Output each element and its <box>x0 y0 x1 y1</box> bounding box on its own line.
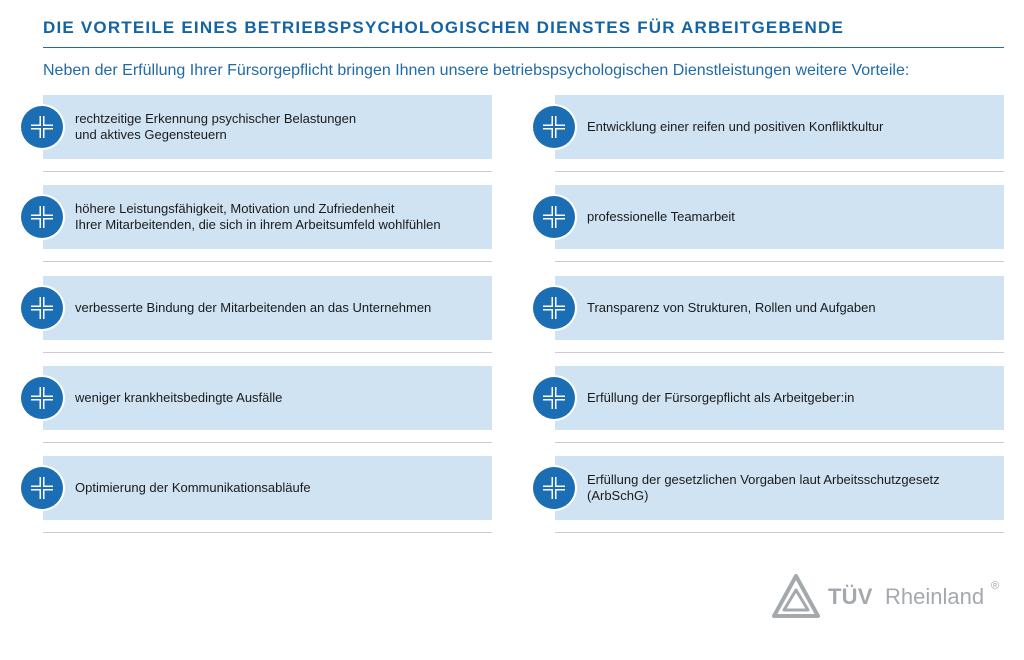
benefit-card-right-4 <box>555 366 1004 430</box>
plus-circle-icon <box>533 377 575 419</box>
tuv-rheinland-logo <box>772 574 1012 620</box>
card-divider <box>43 532 492 533</box>
benefit-line: Transparenz von Strukturen, Rollen und Aufgaben <box>587 300 876 315</box>
benefit-card-right-1 <box>555 95 1004 159</box>
benefit-card-right-2 <box>555 185 1004 249</box>
benefit-card-left-3 <box>43 276 492 340</box>
benefit-text <box>75 276 485 340</box>
benefit-line: verbesserte Bindung der Mitarbeitenden an das Unternehmen <box>75 300 432 315</box>
benefit-card-right-3 <box>555 276 1004 340</box>
benefit-text <box>587 456 997 520</box>
benefit-card-left-2 <box>43 185 492 249</box>
plus-circle-icon <box>21 196 63 238</box>
benefit-line: Optimierung der Kommunikationsabläufe <box>75 480 311 495</box>
card-divider <box>43 352 492 353</box>
benefit-text <box>587 276 997 340</box>
benefit-text <box>75 185 485 249</box>
plus-circle-icon <box>21 377 63 419</box>
page-title: DIE VORTEILE EINES BETRIEBSPSYCHOLOGISCHEN DIENSTES FÜR ARBEITGEBENDE <box>43 18 844 37</box>
logo-brand-bold: TÜV <box>828 584 873 609</box>
benefit-text <box>587 95 997 159</box>
benefit-card-right-5 <box>555 456 1004 520</box>
card-divider <box>555 171 1004 172</box>
plus-circle-icon <box>21 287 63 329</box>
plus-circle-icon <box>21 106 63 148</box>
logo-registered-mark: ® <box>991 580 1000 592</box>
benefit-line: und aktives Gegensteuern <box>75 127 227 142</box>
benefit-text <box>75 456 485 520</box>
benefit-line: höhere Leistungsfähigkeit, Motivation und Zufriedenheit <box>75 201 395 216</box>
benefit-line: professionelle Teamarbeit <box>587 209 735 224</box>
card-divider <box>555 352 1004 353</box>
logo-brand-regular: Rheinland <box>885 584 985 609</box>
benefit-card-left-1 <box>43 95 492 159</box>
benefit-text <box>587 366 997 430</box>
card-divider <box>555 442 1004 443</box>
benefit-line: Erfüllung der gesetzlichen Vorgaben laut Arbeitsschutzgesetz <box>587 472 940 487</box>
card-divider <box>555 532 1004 533</box>
intro-text: Neben der Erfüllung Ihrer Fürsorgepflicht bringen Ihnen unsere betriebspsychologischen Dienstleistungen weitere Vorteile: <box>43 62 910 79</box>
benefit-card-left-4 <box>43 366 492 430</box>
benefit-text <box>75 95 485 159</box>
plus-circle-icon <box>533 287 575 329</box>
card-divider <box>43 171 492 172</box>
benefit-line: Ihrer Mitarbeitenden, die sich in ihrem Arbeitsumfeld wohlfühlen <box>75 217 441 232</box>
plus-circle-icon <box>533 467 575 509</box>
benefit-text <box>75 366 485 430</box>
plus-circle-icon <box>21 467 63 509</box>
card-divider <box>555 261 1004 262</box>
benefit-line: weniger krankheitsbedingte Ausfälle <box>75 390 283 405</box>
benefit-line: Entwicklung einer reifen und positiven Konfliktkultur <box>587 119 884 134</box>
title-divider <box>43 47 1004 48</box>
benefit-line: Erfüllung der Fürsorgepflicht als Arbeitgeber:in <box>587 390 855 405</box>
benefit-text <box>587 185 997 249</box>
benefit-line: rechtzeitige Erkennung psychischer Belastungen <box>75 111 357 126</box>
benefit-card-left-5 <box>43 456 492 520</box>
plus-circle-icon <box>533 196 575 238</box>
triangle-logo-icon <box>772 574 820 618</box>
card-divider <box>43 442 492 443</box>
benefit-line: (ArbSchG) <box>587 488 649 503</box>
plus-circle-icon <box>533 106 575 148</box>
card-divider <box>43 261 492 262</box>
